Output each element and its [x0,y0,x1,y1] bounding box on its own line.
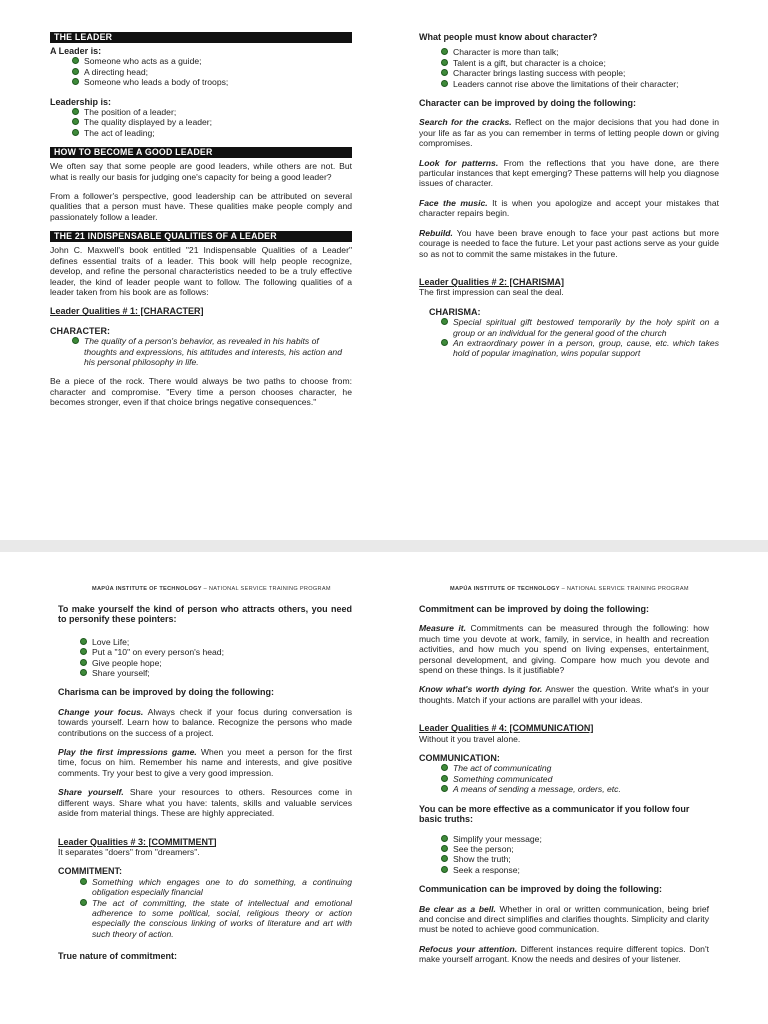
bullet-icon [441,318,448,325]
paragraph: Know what's worth dying for. Answer the question. Write what's in your thoughts. Match if your actions are parallel with your ideas. [419,684,709,705]
leader-is-heading: A Leader is: [50,46,102,56]
bullet-icon [441,59,448,66]
list-item: Give people hope; [58,658,352,668]
list-item: The quality displayed by a leader; [50,117,352,127]
true-nature-heading: True nature of commitment: [58,951,178,962]
bullet-icon [72,78,79,85]
list-item: The act of leading; [50,128,352,138]
list-item: Seek a response; [419,865,709,875]
know-character-heading: What people must know about character? [419,32,598,42]
list-item: The quality of a person's behavior, as revealed in his habits of thoughts and expressions, his attitudes and interests, his action and his personal philosophy in life. [50,336,352,367]
bullet-icon [441,80,448,87]
paragraph: Be clear as a bell. Whether in oral or written communication, being brief and concise and direct simplifies and clarifies thoughts. Simplicity and clarity must be noted to achieve good communication. [419,903,709,935]
paragraph: Face the music. It is when you apologize and accept your mistakes that character repairs begin. [419,197,719,219]
page2-left-column [58,604,352,962]
quality-4-subtitle: Without it you travel alone. [419,733,521,744]
leader-is-list [50,56,352,87]
attract-others-heading: To make yourself the kind of person who attracts others, you need to personify these pointers: [58,604,352,625]
paragraph: Look for patterns. From the reflections that you have done, are there particular instances that kept emerging? These patterns will help you diagnose issues of character. [419,157,719,189]
bullet-icon [72,108,79,115]
paragraph: Play the first impressions game. When you meet a person for the first time, focus on him. Remember his name and interests, and give positive comments. Try your best to give a very good impression. [58,747,352,778]
paragraph: Rebuild. You have been brave enough to face your past actions but more courage is needed to face the future. Let your past actions serve as your guide so as not to commit the same mistakes in the future. [419,227,719,259]
list-item: Talent is a gift, but character is a choice; [419,58,719,68]
paragraph: John C. Maxwell's book entitled "21 Indispensable Qualities of a Leader" defines essential traits of a leader. This book will help people recognize, develop, and refine the personal characteristics needed to be a truly effective leader, the kind of leader people want to follow. The following qualities of a leader taken from his book are as follows: [50,245,352,297]
list-item: Someone who leads a body of troops; [50,77,352,87]
list-item: Put a "10" on every person's head; [58,647,352,657]
list-item: Leaders cannot rise above the limitations of their character; [419,79,719,89]
quality-2-subtitle: The first impression can seal the deal. [419,287,564,298]
bullet-icon [80,669,87,676]
four-truths-heading: You can be more effective as a communicator if you follow four basic truths: [419,803,690,825]
running-header-left: MAPÚA INSTITUTE OF TECHNOLOGY – NATIONAL SERVICE TRAINING PROGRAM [92,586,331,592]
paragraph: Refocus your attention. Different instances require different topics. Don't make yourself arrogant. Know the needs and desires of your listener. [419,943,709,965]
bullet-icon [441,48,448,55]
paragraph: Share yourself. Share your resources to others. Resources come in different ways. Share what you have: talents, skills and valuable services aside from material things. These are highly appreciated. [58,787,352,819]
list-item: Something communicated [419,774,709,784]
bullet-icon [441,764,448,771]
bullet-icon [441,785,448,792]
quality-3-heading: Leader Qualities # 3: [COMMITMENT] [58,836,217,847]
quality-1-heading: Leader Qualities # 1: [CHARACTER] [50,306,204,317]
page2-right-column [419,604,709,974]
list-item: Simplify your message; [419,834,709,844]
bullet-icon [72,118,79,125]
list-item: Someone who acts as a guide; [50,56,352,66]
paragraph: Search for the cracks. Reflect on the major decisions that you had done in your life as far as you can remember in terms of letting people down or giving compromises. [419,117,719,149]
quality-3-subtitle: It separates "doers" from "dreamers". [58,846,200,857]
paragraph: We often say that some people are good leaders, while others are not. But what is really our basis for judging one's capacity for being a good leader? [50,161,352,182]
bullet-icon [80,648,87,655]
bullet-icon [72,337,79,344]
character-heading: CHARACTER: [50,325,110,336]
page1-right-column [419,32,719,368]
improve-communication-heading: Communication can be improved by doing the following: [419,884,663,895]
bullet-icon [441,69,448,76]
bullet-icon [72,129,79,136]
list-item: Something which engages one to do something, a continuing obligation especially financial [58,877,352,898]
leadership-is-heading: Leadership is: [50,96,112,107]
quality-2-heading: Leader Qualities # 2: [CHARISMA] [419,276,565,287]
document-page-2 [0,552,768,1024]
list-item: Character brings lasting success with people; [419,68,719,78]
improve-commitment-heading: Commitment can be improved by doing the following: [419,604,650,614]
list-item: The act of committing, the state of intellectual and emotional adherence to some political, social, religious theory or action especially the conscious linking of works of literature and art with such theory of action. [58,898,352,940]
character-definition-list [50,336,352,367]
paragraph: From a follower's perspective, good leadership can be attributed on several qualities that a person must have. These qualities make people comply and passionately follow a leader. [50,191,352,222]
communication-definition-list [419,763,709,794]
charisma-heading: CHARISMA: [429,306,481,317]
list-item: A directing head; [50,67,352,77]
improve-character-heading: Character can be improved by doing the following: [419,98,637,109]
quality-4-heading: Leader Qualities # 4: [COMMUNICATION] [419,723,594,734]
bullet-icon [441,775,448,782]
list-item: The act of communicating [419,763,709,773]
list-item: An extraordinary power in a person, group, cause, etc. which takes hold of popular imagination, wins popular support [419,338,719,359]
commitment-heading: COMMITMENT: [58,866,122,877]
list-item: Special spiritual gift bestowed temporarily by the holy spirit on a group or an individual for the general good of the church [419,317,719,338]
section-bar-how-to-become: HOW TO BECOME A GOOD LEADER [50,147,352,158]
bullet-icon [441,835,448,842]
bullet-icon [72,68,79,75]
list-item: Character is more than talk; [419,47,719,57]
section-bar-the-leader: THE LEADER [50,32,352,43]
bullet-icon [441,855,448,862]
paragraph: Change your focus. Always check if your focus during conversation is towards yourself. Learn how to balance. Recognize the persons who made contributions on the success of a project. [58,706,352,738]
commitment-definition-list [58,877,352,939]
truths-list [419,834,709,876]
bullet-icon [441,866,448,873]
pointers-list [58,637,352,679]
improve-charisma-heading: Charisma can be improved by doing the following: [58,687,275,698]
bullet-icon [72,57,79,64]
list-item: Love Life; [58,637,352,647]
list-item: A means of sending a message, orders, etc. [419,784,709,794]
bullet-icon [441,845,448,852]
section-bar-21-qualities: THE 21 INDISPENSABLE QUALITIES OF A LEADER [50,231,352,242]
charisma-definition-list [419,317,719,359]
bullet-icon [80,899,87,906]
running-header-right: MAPÚA INSTITUTE OF TECHNOLOGY – NATIONAL SERVICE TRAINING PROGRAM [450,586,689,592]
bullet-icon [80,878,87,885]
paragraph: Measure it. Commitments can be measured through the following: how much time you devote at work, family, in service, in health and recreation activities, and how much you spend on living expenses, entertainment, personal development, and giving. Compare how much you devote and spend on these things. Is it justifiable? [419,623,709,676]
paragraph: Be a piece of the rock. There would always be two paths to choose from: character and compromise. "Every time a person chooses character, he becomes stronger, even if that choice brings negative consequences." [50,376,352,408]
list-item: See the person; [419,844,709,854]
list-item: The position of a leader; [50,107,352,117]
bullet-icon [441,339,448,346]
leadership-is-list [50,107,352,138]
know-character-list [419,47,719,89]
page1-left-column [50,32,352,417]
list-item: Share yourself; [58,668,352,678]
communication-heading: COMMUNICATION: [419,753,500,764]
bullet-icon [80,638,87,645]
list-item: Show the truth; [419,854,709,864]
bullet-icon [80,659,87,666]
